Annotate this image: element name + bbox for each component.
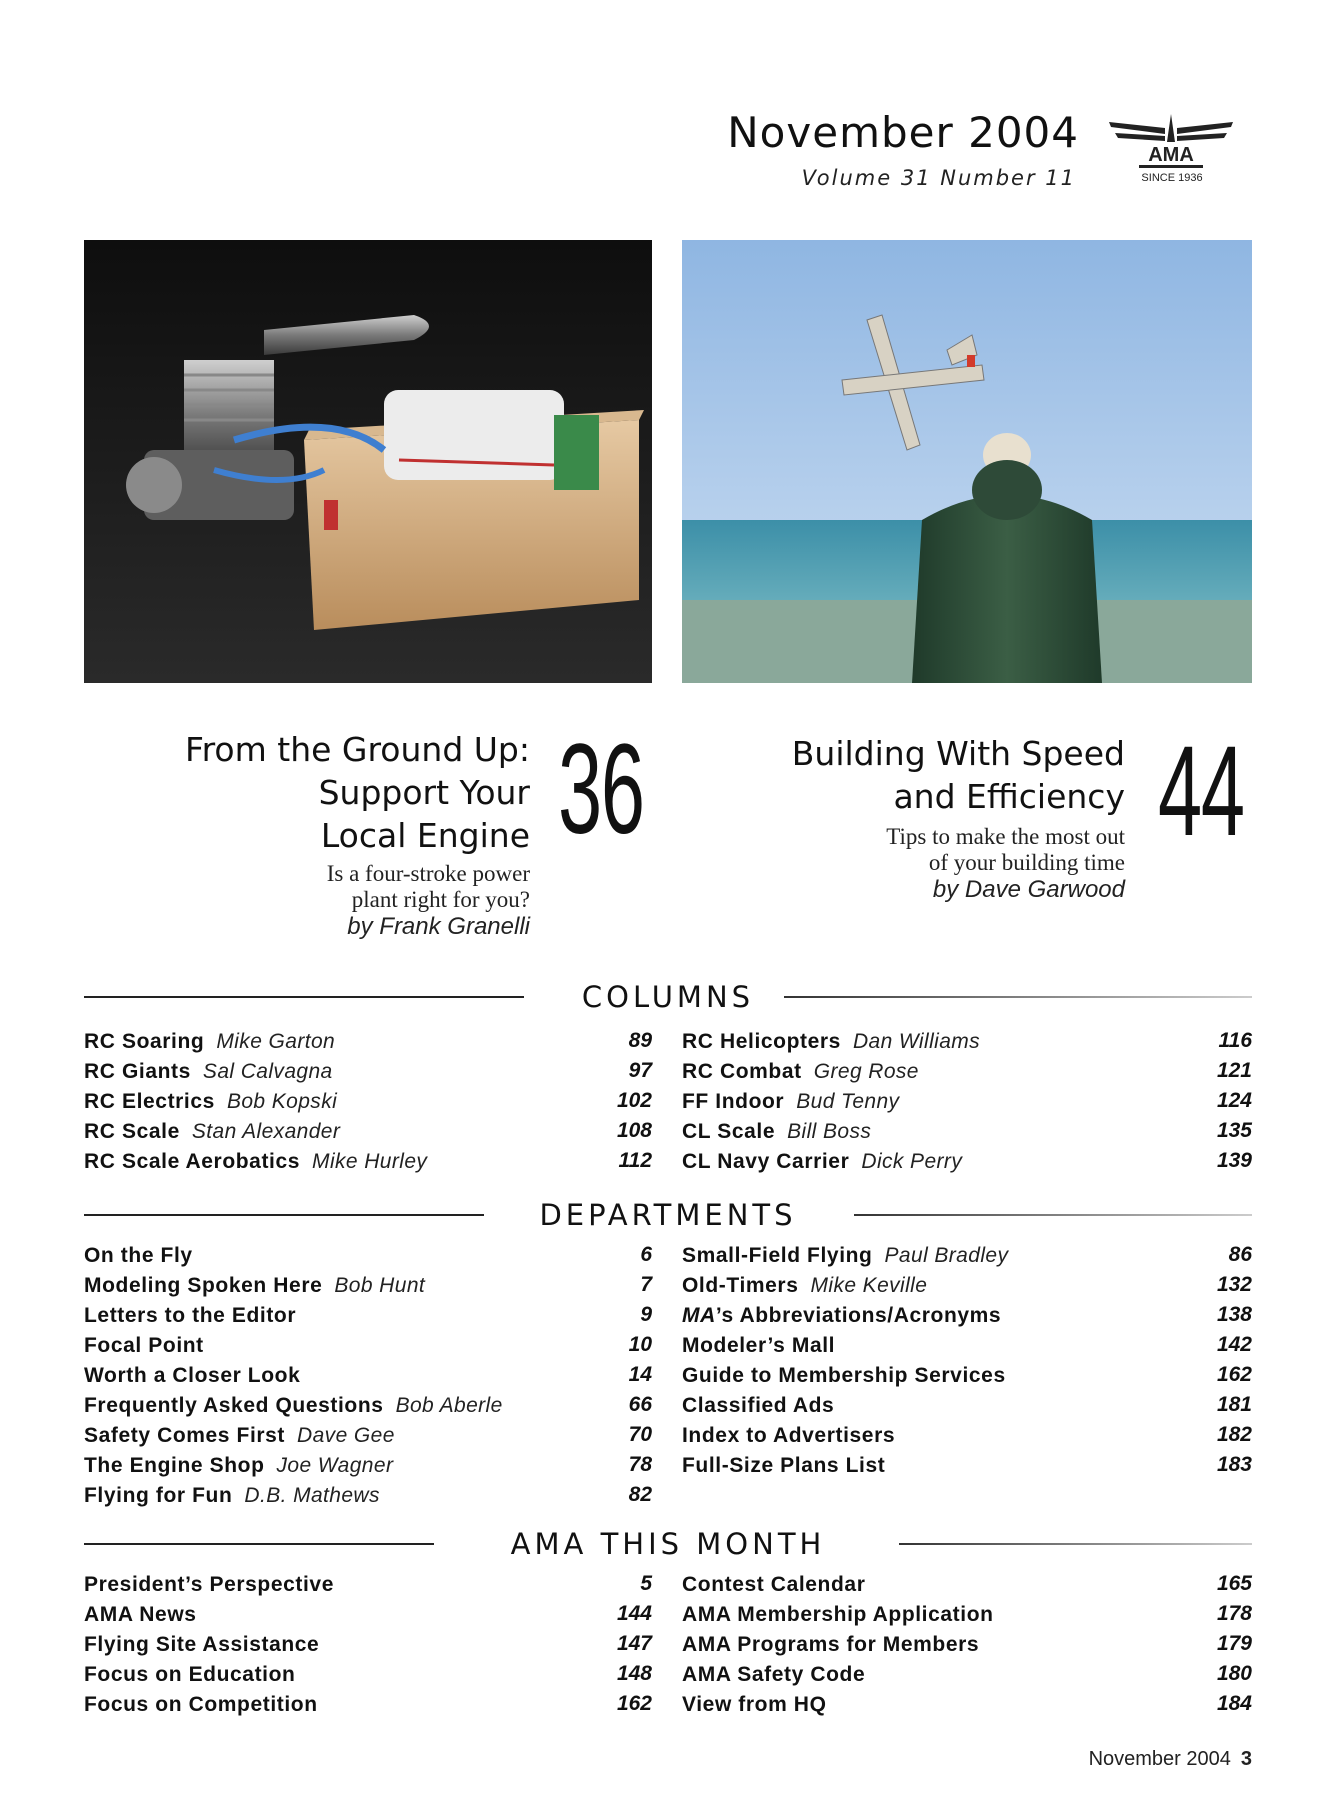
toc-entry-page: 147 — [616, 1632, 652, 1655]
toc-entry[interactable] — [682, 1450, 1252, 1480]
flying-model-photo-icon — [682, 240, 1252, 683]
toc-entry[interactable] — [682, 1599, 1252, 1629]
toc-entry[interactable] — [84, 1240, 652, 1270]
toc-entry-page: 5 — [640, 1572, 652, 1595]
engine-photo-icon — [84, 240, 652, 683]
departments-left-list — [84, 1240, 652, 1510]
feature-44[interactable] — [665, 732, 1125, 904]
toc-entry-title: Safety Comes First — [84, 1424, 286, 1447]
toc-entry-page: 10 — [628, 1333, 652, 1356]
toc-entry-title: AMA News — [84, 1603, 197, 1626]
toc-entry-page: 70 — [628, 1423, 652, 1446]
toc-entry-title: Index to Advertisers — [682, 1424, 896, 1447]
toc-entry-page: 7 — [640, 1273, 652, 1296]
issue-date: November 2004 — [727, 108, 1079, 157]
feature-subtitle-line: plant right for you? — [351, 887, 530, 912]
toc-entry-author: Mike Hurley — [312, 1150, 428, 1173]
feature-subtitle-line: Tips to make the most out — [886, 824, 1125, 849]
toc-entry-page: 6 — [640, 1243, 652, 1266]
toc-entry-title: Focal Point — [84, 1334, 204, 1357]
footer-issue: November 2004 — [1088, 1748, 1231, 1770]
toc-entry-author: Paul Bradley — [884, 1244, 1009, 1267]
toc-entry-title: AMA Membership Application — [682, 1603, 994, 1626]
toc-entry-page: 66 — [628, 1393, 652, 1416]
toc-entry-title: Focus on Competition — [84, 1693, 318, 1716]
toc-entry-page: 82 — [628, 1483, 652, 1506]
toc-entry[interactable] — [682, 1629, 1252, 1659]
ama-since: SINCE 1936 — [1141, 172, 1203, 184]
toc-entry-title: Frequently Asked Questions — [84, 1394, 384, 1417]
section-header-ama-this-month — [84, 1529, 1252, 1559]
toc-entry-title: CL Navy Carrier — [682, 1150, 850, 1173]
toc-entry-title: Flying Site Assistance — [84, 1633, 320, 1656]
section-label: COLUMNS — [84, 982, 1252, 1012]
toc-entry-title: Classified Ads — [682, 1394, 835, 1417]
toc-entry-author: Dave Gee — [297, 1424, 395, 1447]
toc-entry-page: 78 — [628, 1453, 652, 1476]
toc-entry-title: FF Indoor — [682, 1090, 785, 1113]
feature-subtitle-line: Is a four-stroke power — [326, 861, 530, 886]
toc-entry-page: 135 — [1216, 1119, 1252, 1142]
feature-page-number[interactable]: 44 — [1158, 720, 1244, 863]
section-header-departments — [84, 1200, 1252, 1230]
toc-entry-page: 148 — [616, 1662, 652, 1685]
toc-entry-author: Bill Boss — [787, 1120, 872, 1143]
toc-entry[interactable] — [84, 1116, 652, 1146]
feature-subtitle-line: of your building time — [928, 850, 1125, 875]
toc-entry-page: 14 — [628, 1363, 652, 1386]
toc-entry[interactable] — [682, 1056, 1252, 1086]
toc-entry-title — [682, 1304, 1001, 1327]
toc-entry-title: Focus on Education — [84, 1663, 296, 1686]
feature-title-line: From the Ground Up: — [185, 730, 530, 769]
toc-entry-title: RC Soaring — [84, 1030, 205, 1053]
toc-entry[interactable] — [84, 1599, 652, 1629]
toc-entry[interactable] — [84, 1569, 652, 1599]
toc-entry-page: 138 — [1216, 1303, 1252, 1326]
toc-entry[interactable] — [84, 1360, 652, 1390]
feature-36[interactable] — [70, 728, 530, 941]
toc-entry-page: 132 — [1216, 1273, 1252, 1296]
toc-entry-title: Full-Size Plans List — [682, 1454, 886, 1477]
toc-entry[interactable] — [84, 1270, 652, 1300]
toc-entry-page: 108 — [616, 1119, 652, 1142]
toc-entry-title: President’s Perspective — [84, 1573, 334, 1596]
feature-byline: by Dave Garwood — [932, 876, 1125, 903]
columns-left-list — [84, 1026, 652, 1176]
ama-logo-text: AMA — [1148, 144, 1194, 166]
toc-entry-page: 142 — [1216, 1333, 1252, 1356]
toc-entry-author: Bob Kopski — [226, 1090, 338, 1113]
footer-page-number: 3 — [1240, 1748, 1252, 1770]
toc-entry-title: Letters to the Editor — [84, 1304, 297, 1327]
toc-entry-title: The Engine Shop — [84, 1454, 265, 1477]
toc-entry-page: 184 — [1216, 1692, 1252, 1715]
toc-entry-title: On the Fly — [84, 1244, 193, 1267]
masthead — [614, 108, 1234, 198]
toc-entry-title: Worth a Closer Look — [84, 1364, 301, 1387]
toc-entry[interactable] — [84, 1659, 652, 1689]
toc-entry[interactable] — [84, 1300, 652, 1330]
toc-entry-page: 139 — [1216, 1149, 1252, 1172]
toc-entry-author: Dick Perry — [861, 1150, 963, 1173]
ama-logo — [1109, 114, 1234, 190]
toc-entry-title: AMA Programs for Members — [682, 1633, 980, 1656]
toc-entry-page: 116 — [1218, 1029, 1252, 1052]
toc-entry[interactable] — [84, 1689, 652, 1719]
section-label: DEPARTMENTS — [84, 1200, 1252, 1230]
toc-entry-page: 97 — [628, 1059, 652, 1082]
toc-entry-title: Flying for Fun — [84, 1484, 233, 1507]
toc-entry[interactable] — [682, 1360, 1252, 1390]
toc-entry[interactable] — [84, 1450, 652, 1480]
toc-entry-page: 178 — [1216, 1602, 1252, 1625]
feature-page-number[interactable]: 36 — [558, 718, 644, 861]
toc-entry-author: Bud Tenny — [796, 1090, 900, 1113]
toc-entry-page: 162 — [1216, 1363, 1252, 1386]
toc-entry[interactable] — [682, 1116, 1252, 1146]
toc-entry[interactable] — [84, 1420, 652, 1450]
toc-entry[interactable] — [682, 1146, 1252, 1176]
toc-entry-page: 183 — [1216, 1453, 1252, 1476]
flying-model-photo — [682, 240, 1252, 683]
toc-entry-author: Mike Garton — [216, 1030, 336, 1053]
toc-entry[interactable] — [84, 1330, 652, 1360]
toc-entry-title: Old-Timers — [682, 1274, 799, 1297]
toc-entry-page: 102 — [616, 1089, 652, 1112]
toc-entry[interactable] — [84, 1056, 652, 1086]
toc-entry-page: 181 — [1216, 1393, 1252, 1416]
toc-entry-page: 165 — [1216, 1572, 1252, 1595]
toc-entry-author: Greg Rose — [813, 1060, 919, 1083]
toc-entry-author: Sal Calvagna — [202, 1060, 333, 1083]
toc-entry-author: Joe Wagner — [276, 1454, 394, 1477]
toc-entry[interactable] — [84, 1629, 652, 1659]
toc-entry-title: CL Scale — [682, 1120, 776, 1143]
toc-entry[interactable] — [682, 1659, 1252, 1689]
toc-entry-title: RC Helicopters — [682, 1030, 841, 1053]
feature-title-line: Local Engine — [320, 816, 530, 855]
volume-number: Volume 31 Number 11 — [801, 166, 1076, 190]
toc-entry-author: D.B. Mathews — [244, 1484, 380, 1507]
toc-entry[interactable] — [682, 1026, 1252, 1056]
toc-entry-title: Contest Calendar — [682, 1573, 866, 1596]
toc-entry[interactable] — [682, 1300, 1252, 1330]
columns-right-list — [682, 1026, 1252, 1176]
toc-entry-author: Dan Williams — [852, 1030, 981, 1053]
toc-entry-page: 144 — [616, 1602, 652, 1625]
toc-entry-page: 9 — [640, 1303, 652, 1326]
toc-entry[interactable] — [682, 1270, 1252, 1300]
toc-entry[interactable] — [84, 1390, 652, 1420]
toc-entry-title: Guide to Membership Services — [682, 1364, 1006, 1387]
feature-title-line: and Efficiency — [893, 777, 1125, 816]
engine-photo — [84, 240, 652, 683]
section-header-columns — [84, 982, 1252, 1012]
feature-title-line: Building With Speed — [791, 734, 1125, 773]
toc-entry-author: Bob Hunt — [334, 1274, 426, 1297]
toc-entry-page: 179 — [1216, 1632, 1252, 1655]
toc-entry[interactable] — [84, 1086, 652, 1116]
toc-entry-page: 121 — [1216, 1059, 1252, 1082]
toc-entry-title: RC Scale — [84, 1120, 180, 1143]
toc-entry-title: RC Combat — [682, 1060, 802, 1083]
toc-entry-title: RC Electrics — [84, 1090, 215, 1113]
feature-byline: by Frank Granelli — [347, 913, 530, 940]
ama-right-list — [682, 1569, 1252, 1719]
section-label: AMA THIS MONTH — [84, 1529, 1252, 1559]
ama-left-list — [84, 1569, 652, 1719]
toc-entry-title: Modeling Spoken Here — [84, 1274, 323, 1297]
toc-entry-title: AMA Safety Code — [682, 1663, 866, 1686]
toc-entry-title: Small-Field Flying — [682, 1244, 873, 1267]
toc-entry-title-rest: ’s Abbreviations/Acronyms — [715, 1304, 1002, 1327]
toc-entry[interactable] — [682, 1420, 1252, 1450]
page-footer — [1089, 1748, 1252, 1771]
toc-entry[interactable] — [682, 1330, 1252, 1360]
toc-entry-page: 112 — [618, 1149, 652, 1172]
toc-entry-page: 89 — [628, 1029, 652, 1052]
toc-entry-title: View from HQ — [682, 1693, 827, 1716]
toc-entry-page: 124 — [1216, 1089, 1252, 1112]
toc-entry[interactable] — [682, 1569, 1252, 1599]
toc-entry-page: 180 — [1216, 1662, 1252, 1685]
toc-entry[interactable] — [682, 1390, 1252, 1420]
toc-entry[interactable] — [682, 1689, 1252, 1719]
toc-entry-page: 162 — [616, 1692, 652, 1715]
toc-entry-author: Bob Aberle — [395, 1394, 503, 1417]
toc-entry[interactable] — [84, 1480, 652, 1510]
toc-entry-title: RC Scale Aerobatics — [84, 1150, 301, 1173]
toc-entry[interactable] — [682, 1240, 1252, 1270]
toc-entry-author: Mike Keville — [810, 1274, 928, 1297]
toc-entry-title-italic: MA — [682, 1304, 716, 1327]
toc-entry-author: Stan Alexander — [191, 1120, 341, 1143]
toc-entry[interactable] — [682, 1086, 1252, 1116]
toc-entry-title: Modeler’s Mall — [682, 1334, 836, 1357]
feature-title-line: Support Your — [318, 773, 530, 812]
toc-entry[interactable] — [84, 1146, 652, 1176]
toc-entry-page: 86 — [1228, 1243, 1252, 1266]
toc-entry-title: RC Giants — [84, 1060, 191, 1083]
toc-entry[interactable] — [84, 1026, 652, 1056]
toc-entry-page: 182 — [1216, 1423, 1252, 1446]
departments-right-list — [682, 1240, 1252, 1480]
